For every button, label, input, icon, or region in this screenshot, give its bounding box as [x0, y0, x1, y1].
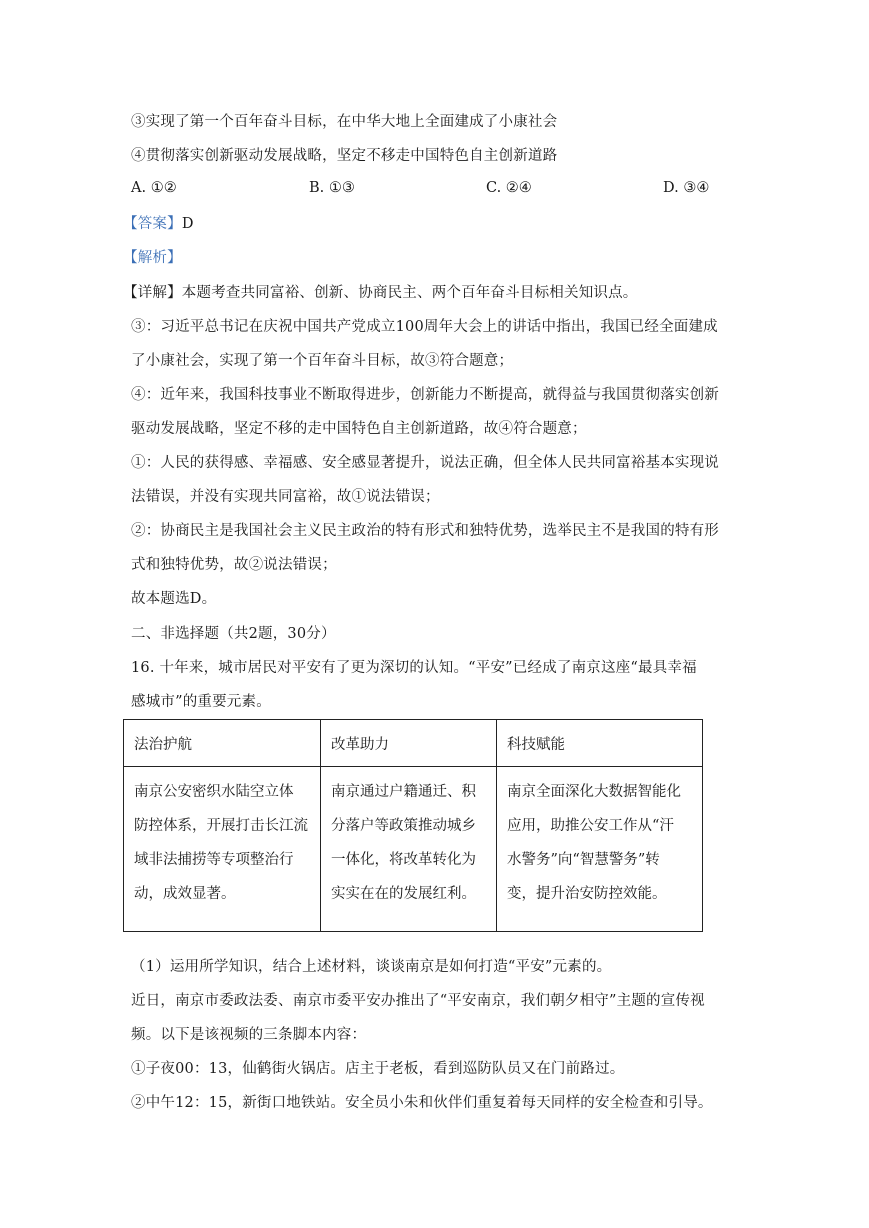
analysis-tag: 【解析】 [123, 250, 182, 266]
cell-line: 一体化，将改革转化为 [331, 852, 476, 868]
explanation-line: ①：人民的获得感、幸福感、安全感显著提升，说法正确，但全体人民共同富裕基本实现说 [131, 455, 719, 471]
cell-line: 应用，助推公安工作从“汗 [507, 818, 674, 834]
answer-value: D [181, 216, 194, 232]
question-16-line: 16. 十年来，城市居民对平安有了更为深切的认知。“平安”已经成了南京这座“最具幸福 [131, 660, 697, 676]
explanation-line: 故本题选D。 [131, 591, 217, 607]
answer-tag: 【答案】 [123, 216, 182, 232]
explanation-line: ③：习近平总书记在庆祝中国共产党成立100周年大会上的讲话中指出，我国已经全面建成 [131, 319, 718, 335]
cell-line: 南京公安密织水陆空立体 [134, 784, 294, 800]
material-line: 近日，南京市委政法委、南京市委平安办推出了“平安南京，我们朝夕相守”主题的宣传视 [131, 993, 705, 1009]
option-c: C. ②④ [486, 180, 532, 196]
explanation-line: 驱动发展战略，坚定不移的走中国特色自主创新道路，故④符合题意； [131, 421, 587, 437]
material-table [123, 719, 703, 932]
table-cell-rule-of-law [124, 767, 321, 932]
table-header-row [124, 720, 703, 767]
explanation-line: ④：近年来，我国科技事业不断取得进步，创新能力不断提高，就得益与我国贯彻落实创新 [131, 387, 719, 403]
answer-options [131, 180, 751, 200]
explanation-line: 了小康社会，实现了第一个百年奋斗目标，故③符合题意； [131, 353, 514, 369]
script-item-1: ①子夜00：13，仙鹤街火锅店。店主于老板，看到巡防队员又在门前路过。 [131, 1061, 625, 1077]
material-line: 频。以下是该视频的三条脚本内容： [131, 1027, 367, 1043]
table-cell-reform [321, 767, 497, 932]
table-header-cell: 科技赋能 [497, 720, 703, 767]
option-statement-3: ③实现了第一个百年奋斗目标，在中华大地上全面建成了小康社会 [131, 114, 558, 130]
option-b: B. ①③ [309, 180, 355, 196]
cell-line: 实实在在的发展红利。 [331, 886, 476, 902]
explanation-line: ②：协商民主是我国社会主义民主政治的特有形式和独特优势，选举民主不是我国的特有形 [131, 523, 719, 539]
cell-line: 防控体系，开展打击长江流 [134, 818, 308, 834]
table-header-cell: 改革助力 [321, 720, 497, 767]
sub-question-1: （1）运用所学知识，结合上述材料，谈谈南京是如何打造“平安”元素的。 [131, 959, 612, 975]
option-a: A. ①② [131, 180, 177, 196]
cell-line: 域非法捕捞等专项整治行 [134, 852, 294, 868]
option-d: D. ③④ [663, 180, 710, 196]
cell-line: 南京全面深化大数据智能化 [507, 784, 681, 800]
explanation-line: 【详解】本题考查共同富裕、创新、协商民主、两个百年奋斗目标相关知识点。 [123, 285, 638, 301]
cell-line: 南京通过户籍通迁、积 [331, 784, 476, 800]
answer-line [123, 214, 194, 234]
question-16-line: 感城市”的重要元素。 [131, 694, 271, 710]
table-cell-technology [497, 767, 703, 932]
script-item-2: ②中午12：15，新街口地铁站。安全员小朱和伙伴们重复着每天同样的安全检查和引导。 [131, 1095, 713, 1111]
table-row [124, 767, 703, 932]
section-title: 二、非选择题（共2题，30分） [131, 626, 336, 642]
explanation-line: 法错误，并没有实现共同富裕，故①说法错误； [131, 489, 440, 505]
table-header-cell: 法治护航 [124, 720, 321, 767]
cell-line: 分落户等政策推动城乡 [331, 818, 476, 834]
cell-line: 动，成效显著。 [134, 886, 236, 902]
cell-line: 变，提升治安防控效能。 [507, 886, 667, 902]
explanation-line: 式和独特优势，故②说法错误； [131, 557, 337, 573]
option-statement-4: ④贯彻落实创新驱动发展战略，坚定不移走中国特色自主创新道路 [131, 148, 558, 164]
cell-line: 水警务”向“智慧警务”转 [507, 852, 660, 868]
